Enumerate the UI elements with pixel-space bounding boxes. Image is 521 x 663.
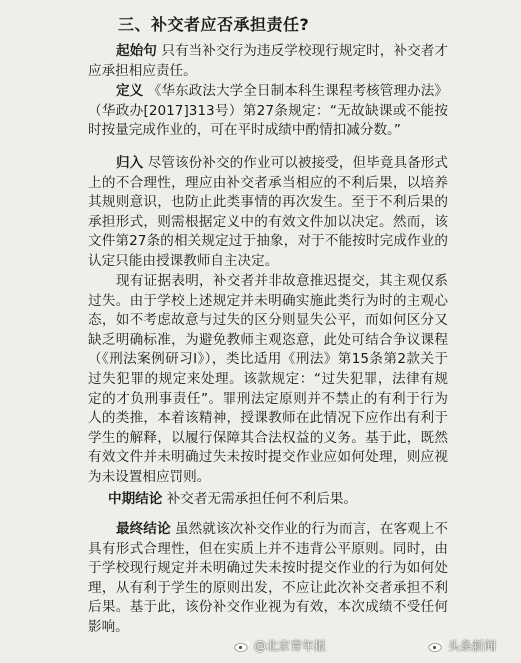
watermark-right [428,637,496,654]
paragraph-evidence [88,272,448,488]
paragraph-lead: 最终结论 [116,521,171,537]
paragraph-final-conclusion [88,520,448,638]
paragraph-lead: 中期结论 [108,491,163,507]
weibo-icon [428,640,444,652]
paragraph-text: 《华东政法大学全日制本科生课程考核管理办法》（华政办[2017]313号）第27条规定：“无故缺课或不能按时按量完成作业的，可在平时成绩中酌情扣减分数。” [88,83,448,139]
paragraph-lead: 归入 [116,155,144,171]
paragraph-opening [88,42,448,81]
weibo-icon [234,640,250,652]
watermark-left-text: @北京青年报 [254,639,327,653]
paragraph-subsumption [88,154,448,272]
paragraph-text: 现有证据表明，补交者并非故意推迟提交，其主观仅系过失。由于学校上述规定并未明确实施此类行为时的主观心态，如不考虑故意与过失的区分则显失公平，而如何区分又缺乏明确标准，为避免教师主观恣意，此处可结合争议课程（《刑法案例研习I》），类比适用《刑法》第15条第2款关于过失犯罪的规定来处理。该款规定：“过失犯罪，法律有规定的才负刑事责任”。罪刑法定原则并不禁止的有利于行为人的类推，本着该精神，授课教师在此情况下应作出有利于学生的解释，以履行保障其合法权益的义务。基于此，既然有效文件并未明确过失未按时提交作业应如何处理，则应视为未设置相应罚则。 [88,273,448,485]
paragraph-text: 补交者无需承担任何不利后果。 [162,491,358,507]
paragraph-lead: 定义 [116,83,144,99]
section-heading: 三、补交者应否承担责任? [118,15,310,34]
paragraph-interim-conclusion [88,490,448,510]
paragraph-lead: 起始句 [116,43,157,59]
watermark-right-text: 头条新闻 [448,639,497,653]
watermark-left [234,637,326,654]
paragraph-text: 虽然就该次补交作业的行为而言，在客观上不具有形式合理性，但在实质上并不违背公平原则。同时，由于学校现行规定并未明确过失未按时提交作业的行为如何处理，从有利于学生的原则出发，不应让此次补交者承担不利后果。基于此，该份补交作业视为有效，本次成绩不受任何影响。 [88,521,449,635]
paragraph-text: 只有当补交行为违反学校现行规定时，补交者才应承担相应责任。 [88,43,449,79]
paragraph-text: 尽管该份补交的作业可以被接受，但毕竟具备形式上的不合理性，理应由补交者承当相应的不利后果，以培养其规则意识，也防止此类事情的再次发生。至于不利后果的承担形式，则需根据定义中的有效文件加以决定。然而，该文件第27条的相关规定过于抽象，对于不能按时完成作业的认定只能由授课教师自主决定。 [88,155,448,269]
paragraph-definition [88,82,448,141]
